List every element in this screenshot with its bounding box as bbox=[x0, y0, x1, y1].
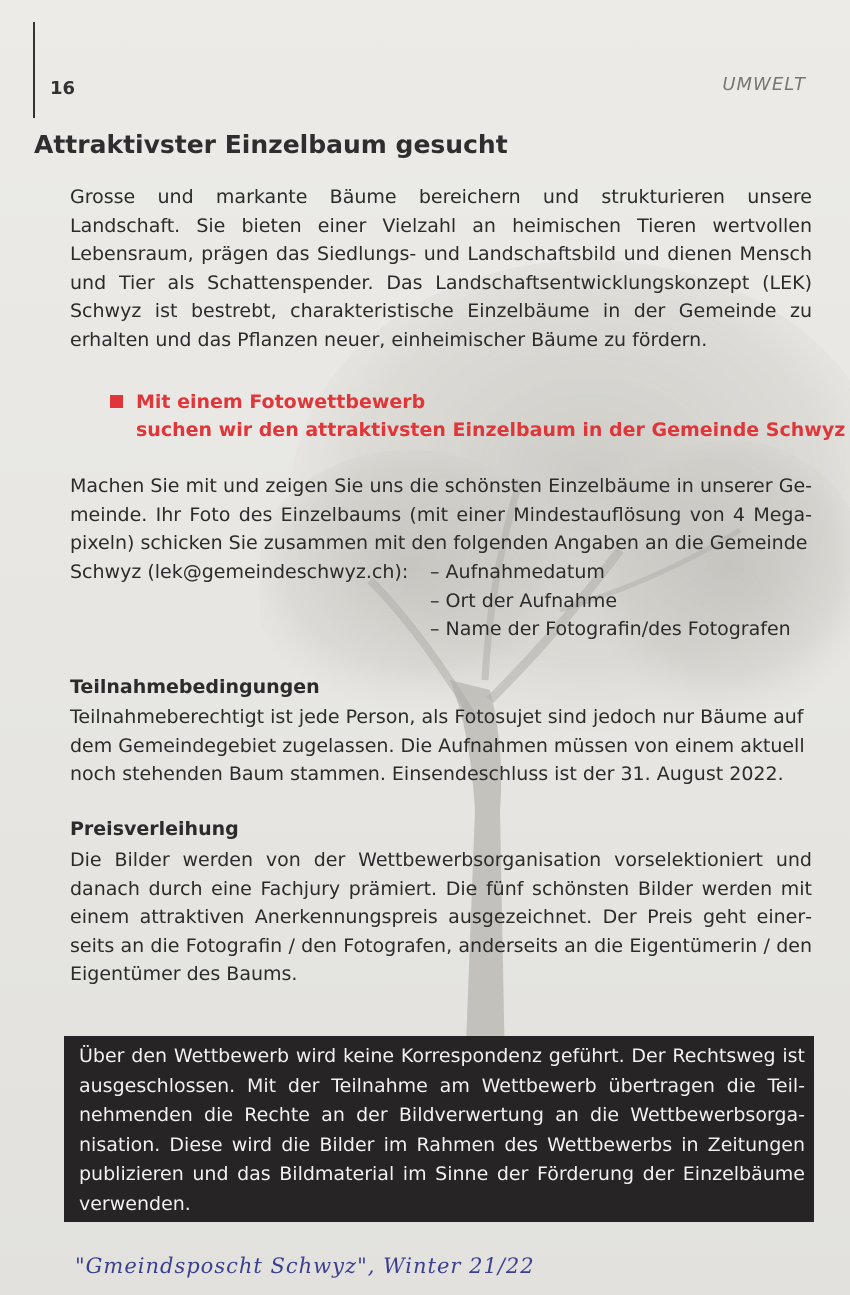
page-number: 16 bbox=[50, 78, 76, 99]
list-item: – Ort der Aufnahme bbox=[430, 589, 618, 612]
conditions-paragraph: Teilnahmeberechtigt ist jede Person, als Fotosujet sind jedoch nur Bäume auf dem Gemeindegebiet zugelassen. Die Aufnahmen müssen von einem aktuell noch stehenden Baum stammen. Einsendeschluss ist der 31. August 2022. bbox=[70, 706, 805, 786]
handwritten-source-note: "Gmeindsposcht Schwyz", Winter 21/22 bbox=[75, 1254, 535, 1278]
conditions-heading: Teilnahmebedingungen bbox=[70, 676, 320, 698]
list-item: – Name der Fotografin/des Fotografen bbox=[430, 618, 791, 641]
award-paragraph: Die Bilder werden von der Wettbewerbsorganisation vorselektioniert und danach durch eine Fachjury prämiert. Die fünf schönsten Bilder werden mit einem attraktiven Anerkennungspreis ausgezeichnet. Der Preis geht einerseits an die Fotografin / den Fotografen, anderseits an die Eigentümerin / den Eigentümer des Baums. bbox=[70, 849, 812, 986]
margin-rule bbox=[33, 22, 35, 118]
required-info-list bbox=[430, 558, 791, 644]
award-heading: Preisverleihung bbox=[70, 818, 239, 840]
article-title: Attraktivster Einzelbaum gesucht bbox=[34, 130, 508, 159]
call-to-action-email-line: Schwyz (lek@gemeindeschwyz.ch): bbox=[70, 561, 409, 583]
red-square-bullet-icon bbox=[110, 395, 123, 408]
call-to-action-paragraph: Machen Sie mit und zeigen Sie uns die schönsten Einzelbäume in unserer Gemeinde. Ihr Foto des Einzelbaums (mit einer Mindestauflösung von 4 Megapixeln) schicken Sie zusammen mit den folgenden Angaben an die Gemeinde bbox=[70, 475, 812, 555]
intro-paragraph: Grosse und markante Bäume bereichern und strukturieren unsere Landschaft. Sie bieten einer Vielzahl an heimischen Tieren wertvollen Lebensraum, prägen das Siedlungs- und Landschaftsbild und dienen Mensch und Tier als Schattenspender. Das Landschaftsentwicklungskonzept (LEK) Schwyz ist bestrebt, charakteristische Einzelbäume in der Gemeinde zu erhalten und das Pflanzen neuer, einheimischer Bäume zu fördern. bbox=[70, 186, 812, 351]
list-item: – Aufnahmedatum bbox=[430, 561, 605, 583]
highlight-line-1: Mit einem Fotowettbewerb bbox=[136, 391, 426, 413]
highlight-callout bbox=[110, 388, 845, 444]
highlight-line-2: suchen wir den attraktivsten Einzelbaum in der Gemeinde Schwyz bbox=[136, 419, 846, 441]
legal-notice-text: Über den Wettbewerb wird keine Korrespondenz geführt. Der Rechtsweg ist ausgeschlossen. Mit der Teilnahme am Wettbewerb übertragen die Teilnehmenden die Rechte an der Bildverwertung an die Wettbewerbsorganisation. Diese wird die Bilder im Rahmen des Wettbewerbs in Zeitungen publizieren und das Bildmaterial im Sinne der Förderung der Einzelbäume verwenden. bbox=[79, 1045, 805, 1215]
section-label: UMWELT bbox=[722, 74, 806, 95]
